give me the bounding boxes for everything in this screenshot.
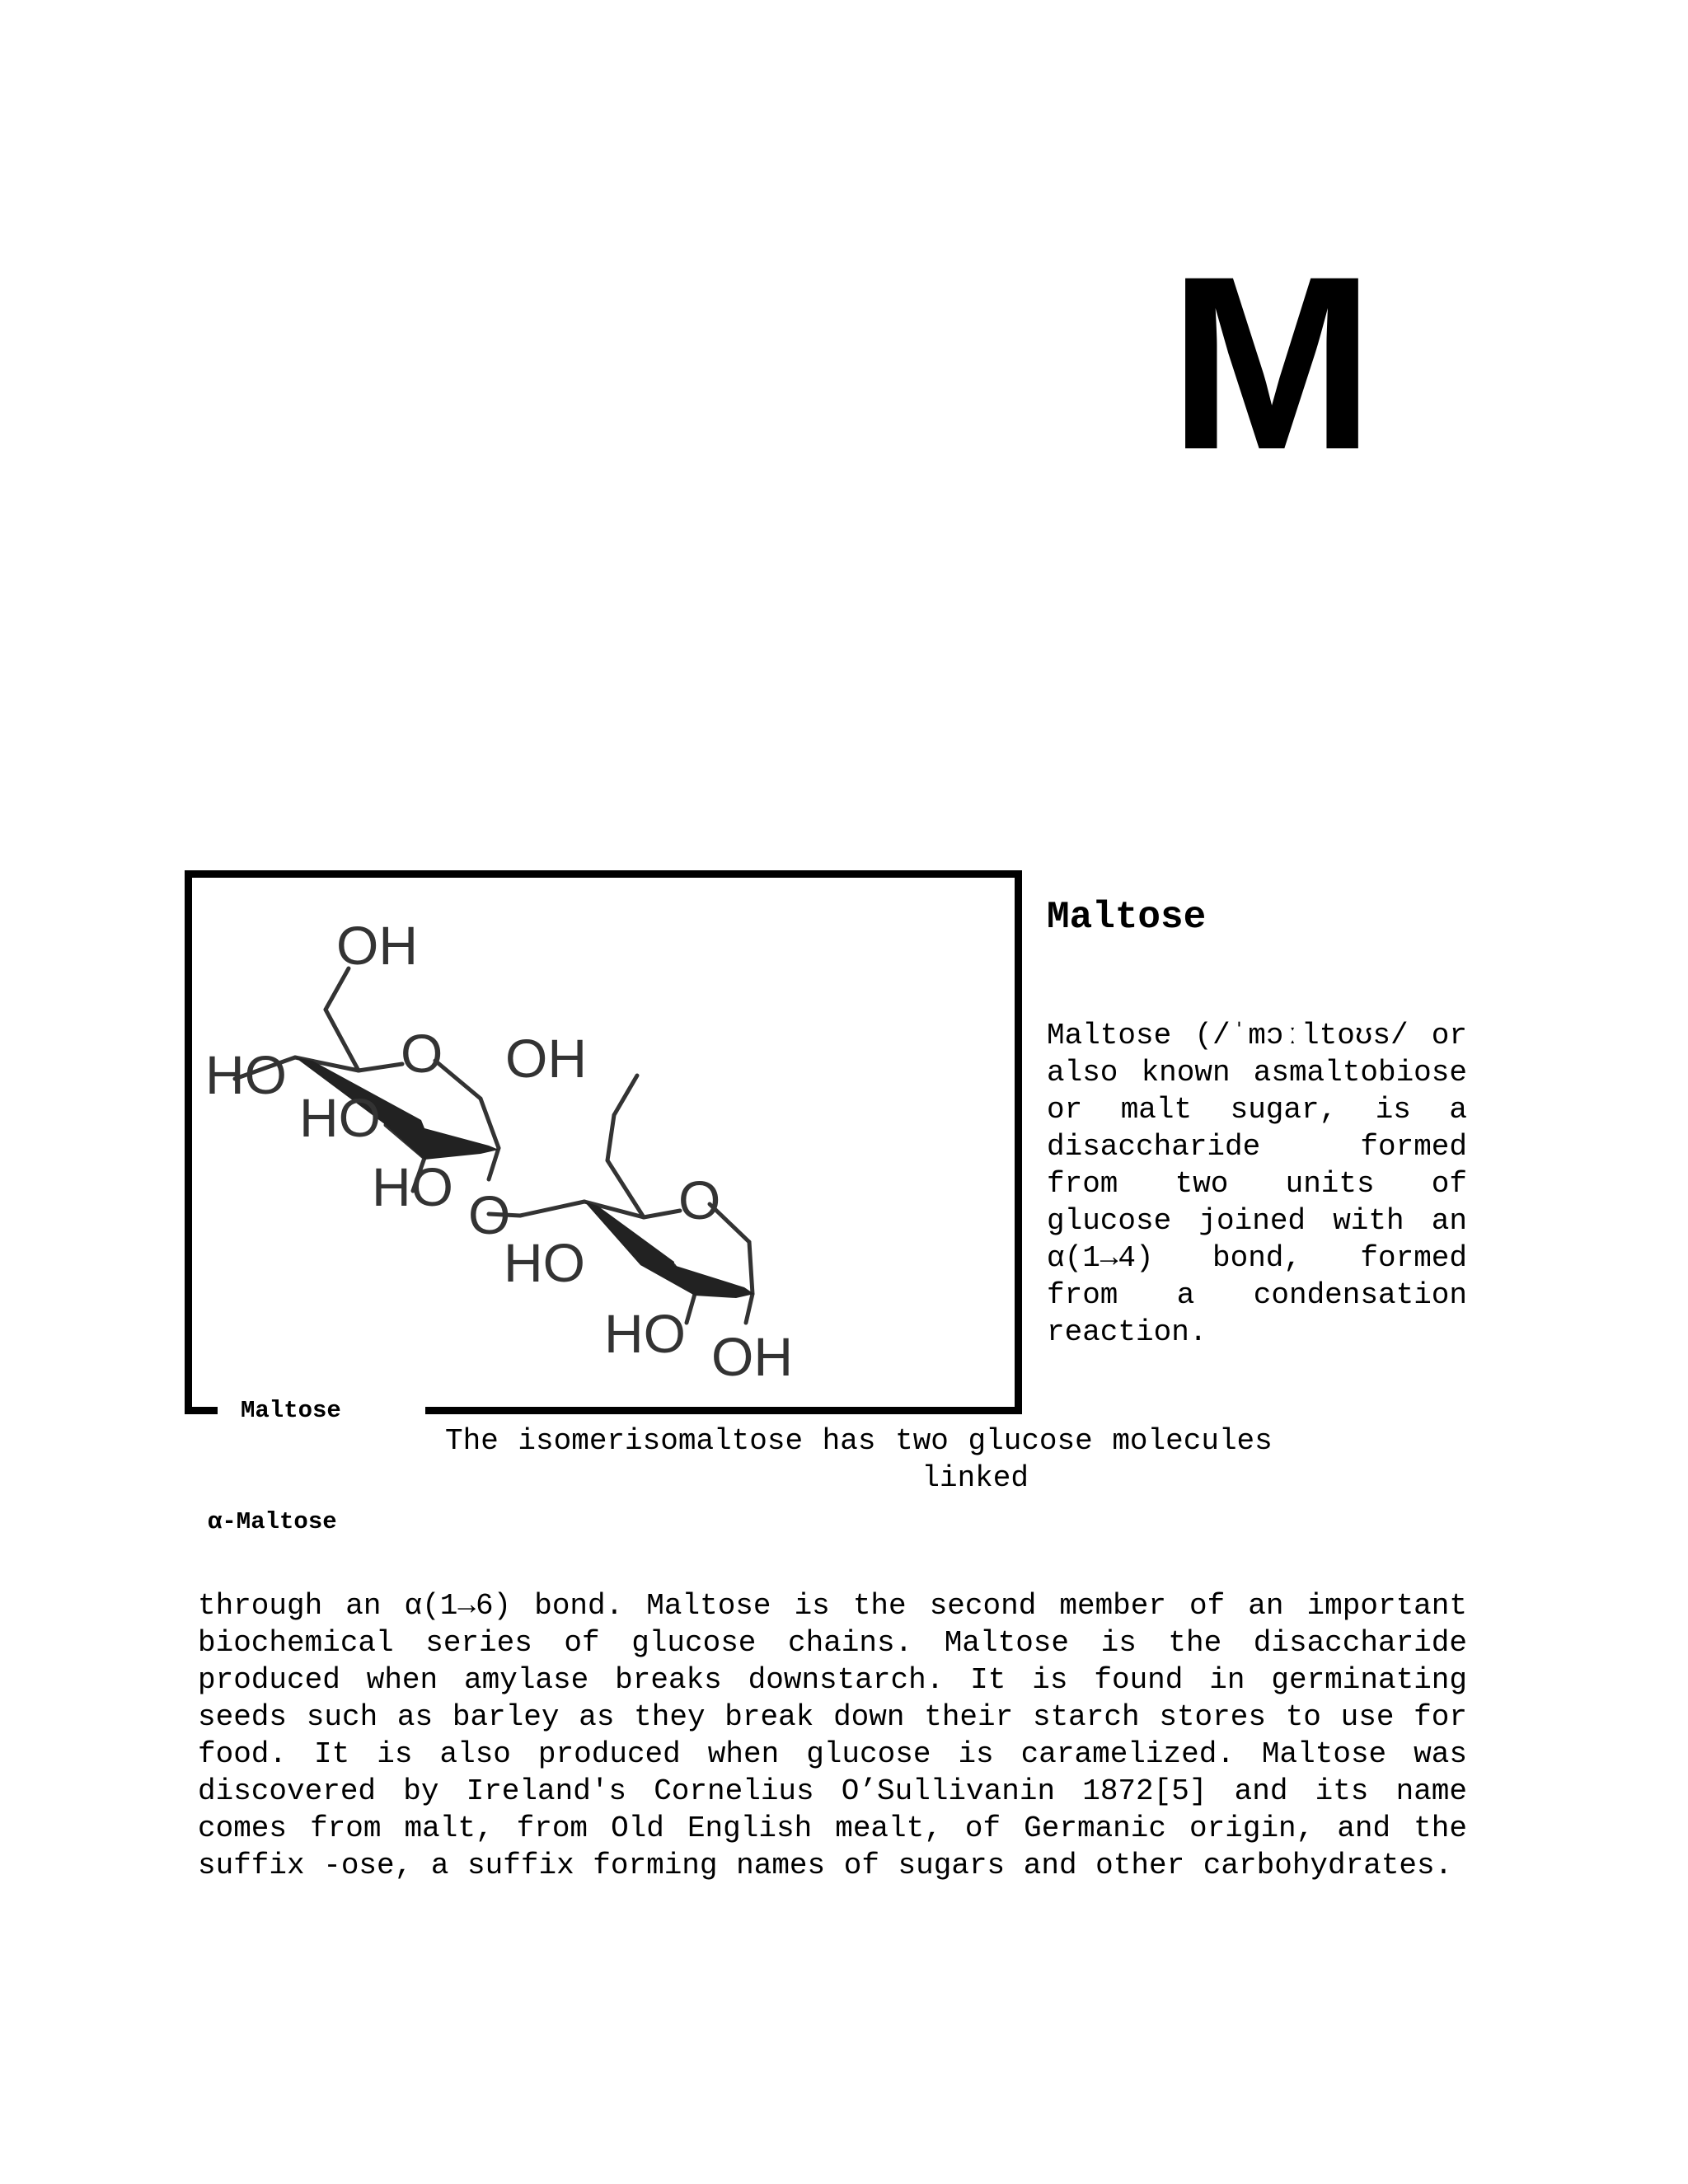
- atom-label: HO: [299, 1087, 381, 1148]
- heading-letter: M: [1169, 224, 1375, 501]
- isomer-line: The isomerisomaltose has two glucose molecules: [445, 1424, 1273, 1458]
- atom-label: HO: [205, 1044, 287, 1105]
- wedge-bond: [386, 1125, 499, 1160]
- figure-caption: Maltose: [241, 1397, 341, 1424]
- bond: [607, 1115, 614, 1160]
- bond: [749, 1242, 753, 1294]
- body-paragraph: through an α(1→6) bond. Maltose is the second member of an important biochemical series of glucose chains. Maltose is the disaccharide produced when amylase breaks downstarch. It is found in germinating seeds such as barley as they break down their starch stores to use for food. It is also produced when glucose is caramelized. Maltose was discovered by Ireland's Cornelius O’Sullivanin 1872[5] and its name comes from malt, from Old English mealt, of Germanic origin, and the suffix -ose, a suffix forming names of sugars and other carbohydrates.: [198, 1589, 1467, 1882]
- maltose-structure-figure: [185, 870, 1022, 1414]
- bond: [520, 1202, 584, 1216]
- isomer-tail: linked: [921, 1461, 1029, 1495]
- atom-label: OH: [505, 1028, 587, 1089]
- maltose-structure-diagram: [192, 878, 1015, 1407]
- bond: [481, 1099, 499, 1148]
- bond: [746, 1294, 753, 1323]
- atom-label: O: [678, 1169, 721, 1230]
- atom-label: HO: [372, 1156, 453, 1217]
- atom-label: OH: [336, 915, 418, 976]
- bond: [687, 1294, 695, 1323]
- atom-label: OH: [711, 1326, 793, 1387]
- bond: [489, 1148, 499, 1179]
- bond: [326, 1010, 359, 1071]
- alpha-maltose-caption: α-Maltose: [208, 1508, 337, 1535]
- bond: [614, 1076, 637, 1115]
- section-title: Maltose: [1047, 896, 1207, 939]
- isomer-paragraph: [445, 1422, 1467, 1497]
- atom-label: O: [401, 1023, 443, 1084]
- atom-label: HO: [604, 1303, 686, 1364]
- intro-paragraph: Maltose (/ˈmɔːltoʊs/ or also known asmaltobiose or malt sugar, is a disaccharide formed from two units of glucose joined with an α(1→4) bond, formed from a condensation reaction.: [1047, 1019, 1467, 1349]
- atom-label: HO: [504, 1232, 585, 1293]
- wedge-bond: [640, 1265, 754, 1298]
- bond: [359, 1064, 402, 1071]
- bond: [644, 1211, 680, 1217]
- atom-label: O: [468, 1184, 511, 1245]
